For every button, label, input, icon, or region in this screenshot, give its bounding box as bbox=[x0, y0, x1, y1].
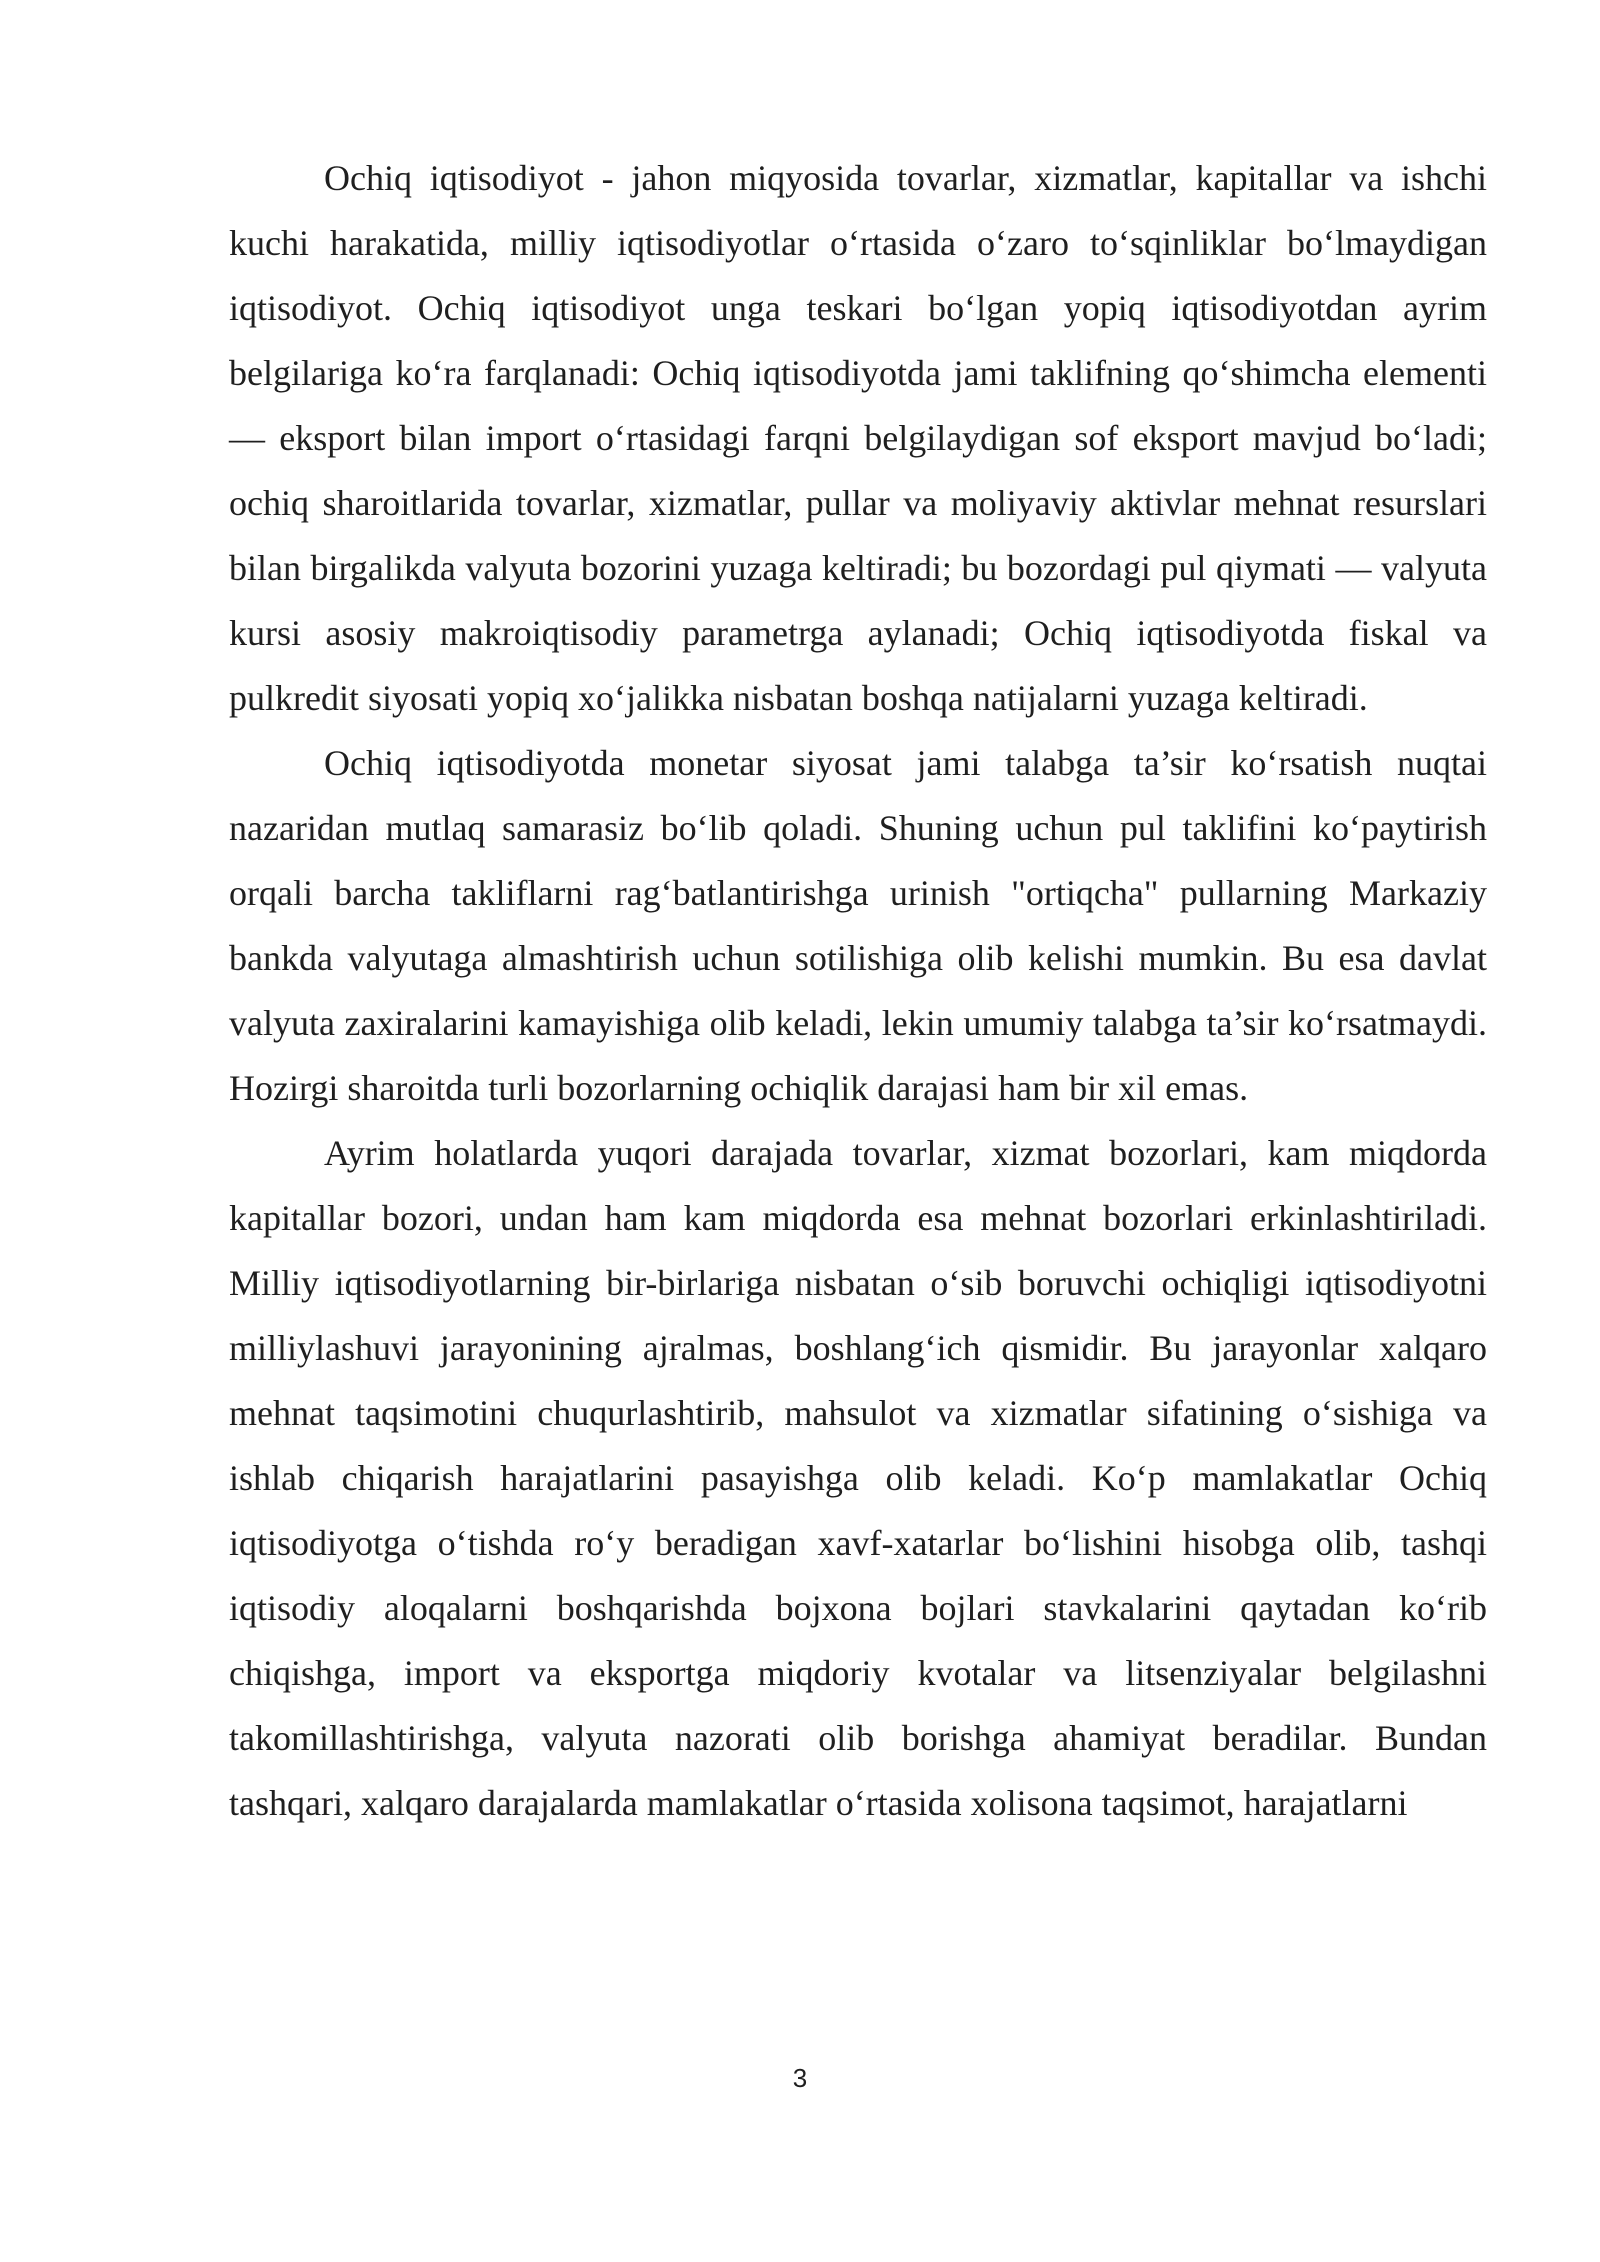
paragraph-3: Ayrim holatlarda yuqori darajada tovarlar, xizmat bozorlari, kam miqdorda kapitallar bozori, undan ham kam miqdorda esa mehnat bozorlari erkinlashtiriladi. Milliy iqtisodiyotlarning bir-birlariga nisbatan o‘sib boruvchi ochiqligi iqtisodiyotni milliylashuvi jarayonining ajralmas, boshlang‘ich qismidir. Bu jarayonlar xalqaro mehnat taqsimotini chuqurlashtirib, mahsulot va xizmatlar sifatining o‘sishiga va ishlab chiqarish harajatlarini pasayishga olib keladi. Ko‘p mamlakatlar Ochiq iqtisodiyotga o‘tishda ro‘y beradigan xavf-xatarlar bo‘lishini hisobga olib, tashqi iqtisodiy aloqalarni boshqarishda bojxona bojlari stavkalarini qaytadan ko‘rib chiqishga, import va eksportga miqdoriy kvotalar va litsenziyalar belgilashni takomillashtirishga, valyuta nazorati olib borishga ahamiyat beradilar. Bundan tashqari, xalqaro darajalarda mamlakatlar o‘rtasida xolisona taqsimot, harajatlarni bbox=[229, 1133, 1487, 1823]
page-number: 3 bbox=[792, 2063, 808, 2093]
document-body bbox=[229, 146, 1487, 1836]
paragraph-2: Ochiq iqtisodiyotda monetar siyosat jami talabga ta’sir ko‘rsatish nuqtai nazaridan mutlaq samarasiz bo‘lib qoladi. Shuning uchun pul taklifini ko‘paytirish orqali barcha takliflarni rag‘batlantirishga urinish "ortiqcha" pullarning Markaziy bankda valyutaga almashtirish uchun sotilishiga olib kelishi mumkin. Bu esa davlat valyuta zaxiralarini kamayishiga olib keladi, lekin umumiy talabga ta’sir ko‘rsatmaydi. Hozirgi sharoitda turli bozorlarning ochiqlik darajasi ham bir xil emas. bbox=[229, 743, 1487, 1108]
paragraph-1: Ochiq iqtisodiyot - jahon miqyosida tovarlar, xizmatlar, kapitallar va ishchi kuchi harakatida, milliy iqtisodiyotlar o‘rtasida o‘zaro to‘sqinliklar bo‘lmaydigan iqtisodiyot. Ochiq iqtisodiyot unga teskari bo‘lgan yopiq iqtisodiyotdan ayrim belgilariga ko‘ra farqlanadi: Ochiq iqtisodiyotda jami taklifning qo‘shimcha elementi — eksport bilan import o‘rtasidagi farqni belgilaydigan sof eksport mavjud bo‘ladi; ochiq sharoitlarida tovarlar, xizmatlar, pullar va moliyaviy aktivlar mehnat resurslari bilan birgalikda valyuta bozorini yuzaga keltiradi; bu bozordagi pul qiymati — valyuta kursi asosiy makroiqtisodiy parametrga aylanadi; Ochiq iqtisodiyotda fiskal va pulkredit siyosati yopiq xo‘jalikka nisbatan boshqa natijalarni yuzaga keltiradi. bbox=[229, 158, 1487, 718]
